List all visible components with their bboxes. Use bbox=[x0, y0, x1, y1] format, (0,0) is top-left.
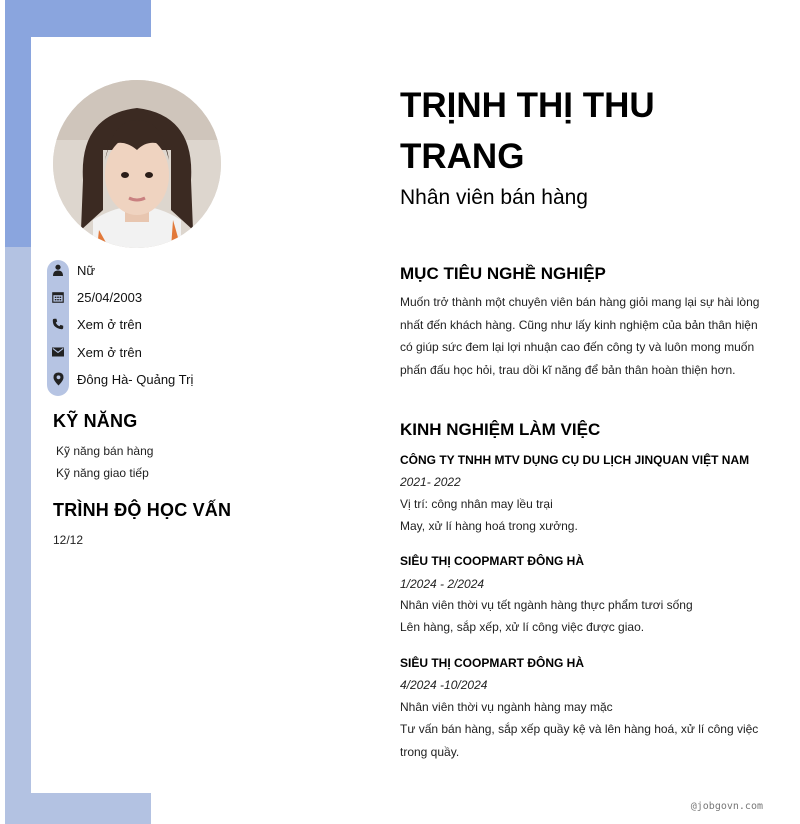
education-heading: TRÌNH ĐỘ HỌC VẤN bbox=[53, 500, 232, 520]
job-description-line: Nhân viên thời vụ ngành hàng may mặc bbox=[400, 700, 613, 714]
envelope-icon bbox=[47, 341, 69, 363]
decorative-band-bottom bbox=[5, 793, 151, 824]
job-description-line: Lên hàng, sắp xếp, xử lí công việc được giao. bbox=[400, 620, 645, 634]
education-value: 12/12 bbox=[53, 533, 84, 547]
experience-heading: KINH NGHIỆM LÀM VIỆC bbox=[400, 420, 601, 439]
skill-item: Kỹ năng bán hàng bbox=[56, 444, 154, 458]
job-description-line: Nhân viên thời vụ tết ngành hàng thực phẩm tươi sống bbox=[400, 598, 693, 612]
job-company: SIÊU THỊ COOPMART ĐÔNG HÀ bbox=[400, 656, 585, 670]
objective-heading: MỤC TIÊU NGHỀ NGHIỆP bbox=[400, 264, 606, 283]
contact-gender bbox=[47, 259, 95, 281]
location-pin-icon bbox=[47, 368, 69, 390]
skills-heading: KỸ NĂNG bbox=[53, 411, 138, 431]
job-description-line: May, xử lí hàng hoá trong xưởng. bbox=[400, 519, 578, 533]
job-company: CÔNG TY TNHH MTV DỤNG CỤ DU LỊCH JINQUAN VIỆT NAM bbox=[400, 453, 750, 467]
skill-item: Kỹ năng giao tiếp bbox=[56, 466, 149, 480]
objective-text: Muốn trở thành một chuyên viên bán hàng giỏi mang lại sự hài lòng nhất đến khách hàng. Cũng như lấy kinh nghiệm của bản thân hiện có giúp sức đem lại lợi nhuận cao đến công ty và luôn mong muốn phấn đấu học hỏi, trau dồi kĩ năng để bản thân hoàn thiện hơn. bbox=[400, 295, 760, 377]
contact-address bbox=[47, 368, 193, 390]
contact-email bbox=[47, 341, 142, 363]
job-title: Nhân viên bán hàng bbox=[400, 186, 588, 209]
birthdate-text: 25/04/2003 bbox=[77, 289, 143, 305]
calendar-icon bbox=[47, 286, 69, 308]
candidate-name: TRỊNH THỊ THU TRANG bbox=[400, 86, 655, 176]
job-description-line: Vị trí: công nhân may lều trại bbox=[400, 497, 553, 511]
job-period: 1/2024 - 2/2024 bbox=[400, 577, 485, 591]
contact-phone bbox=[47, 313, 142, 335]
phone-text: Xem ở trên bbox=[77, 316, 142, 332]
phone-icon bbox=[47, 313, 69, 335]
job-company: SIÊU THỊ COOPMART ĐÔNG HÀ bbox=[400, 554, 585, 568]
person-icon bbox=[47, 259, 69, 281]
decorative-band-side bbox=[5, 247, 31, 824]
job-period: 2021- 2022 bbox=[400, 475, 461, 489]
gender-text: Nữ bbox=[77, 262, 96, 278]
job-description-line: Tư vấn bán hàng, sắp xếp quầy kệ và lên hàng hoá, xử lí công việc trong quầy. bbox=[400, 722, 759, 759]
address-text: Đông Hà- Quảng Trị bbox=[77, 371, 194, 387]
avatar-photo bbox=[53, 80, 221, 248]
job-period: 4/2024 -10/2024 bbox=[400, 678, 488, 692]
email-text: Xem ở trên bbox=[77, 344, 142, 360]
contact-birthdate bbox=[47, 286, 142, 308]
watermark: @jobgovn.com bbox=[690, 801, 763, 812]
